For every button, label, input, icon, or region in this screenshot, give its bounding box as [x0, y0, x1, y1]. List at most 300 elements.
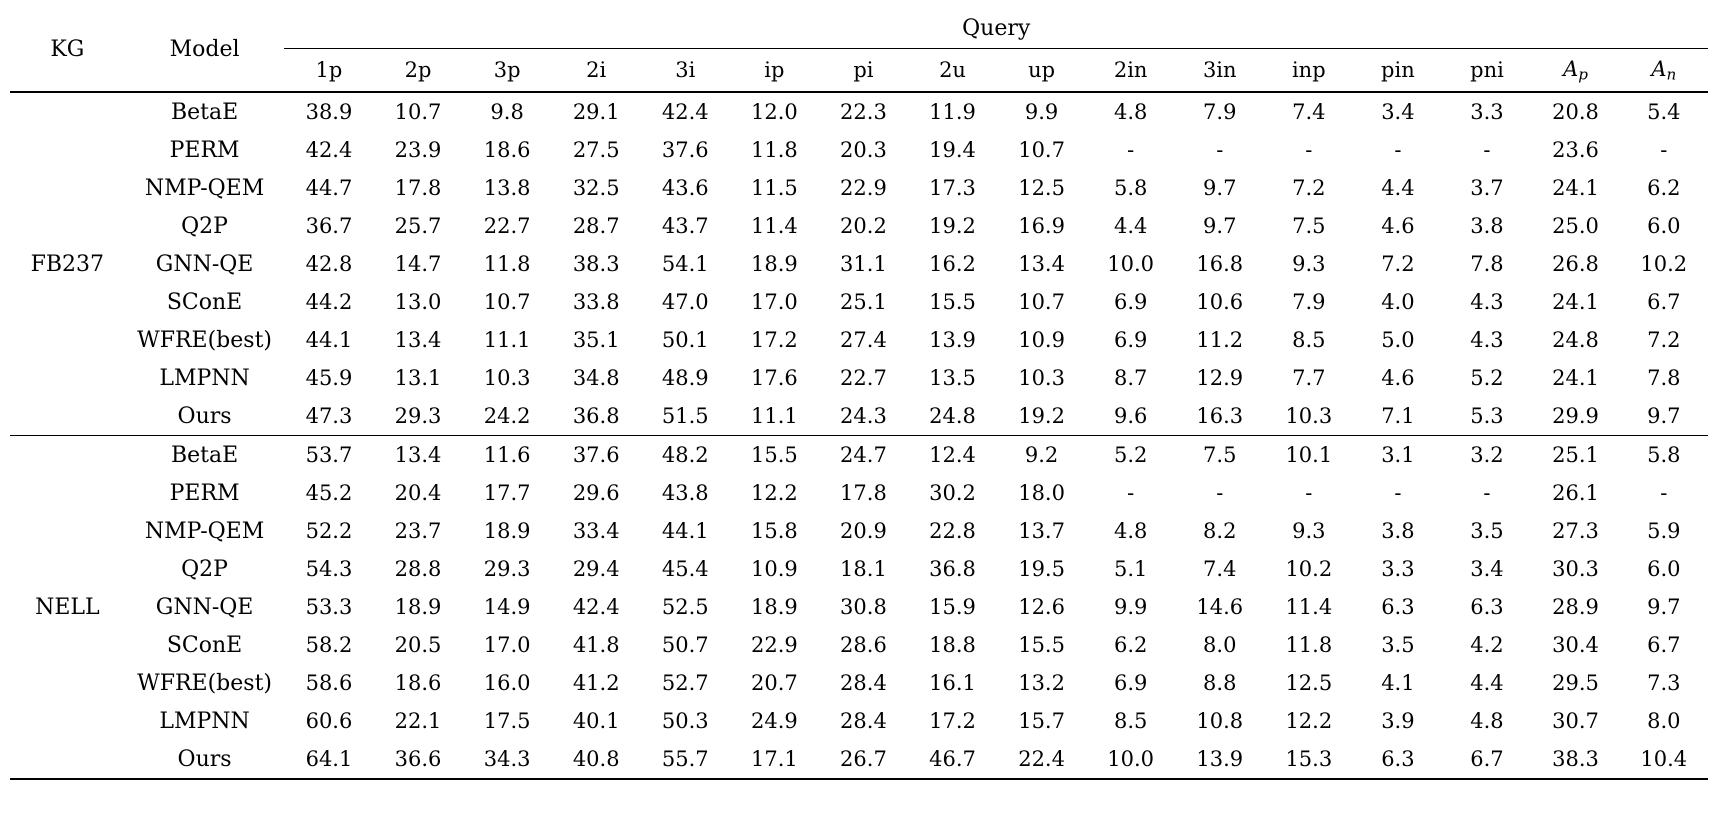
metric-value: 12.2 [1285, 709, 1333, 733]
metric-value: 26.1 [1552, 481, 1599, 505]
header-col-pni: pni [1470, 58, 1504, 82]
metric-value: 19.2 [929, 214, 976, 238]
metric-value: 3.4 [1470, 557, 1504, 581]
metric-value: 12.0 [730, 92, 819, 131]
model-name: Q2P [181, 556, 228, 582]
bottom-rule-cell [10, 779, 1708, 780]
table-row [10, 359, 1708, 397]
metric-value: 6.9 [1113, 671, 1148, 695]
metric-value: 6.7 [1470, 747, 1504, 771]
kg-label-FB237: FB237 [10, 92, 125, 436]
metric-value: 10.8 [1196, 709, 1244, 733]
metric-value: 5.8 [1620, 436, 1708, 475]
metric-value: 43.7 [661, 214, 709, 238]
metric-value: 22.9 [750, 633, 798, 657]
metric-value: 18.9 [394, 595, 442, 619]
header-col-2p: 2p [404, 58, 432, 82]
metric-value: 10.9 [750, 557, 798, 581]
metric-value: 19.2 [1018, 404, 1065, 428]
metric-value: 64.1 [305, 747, 353, 771]
table-row [10, 397, 1708, 436]
metric-value: 33.8 [572, 290, 620, 314]
metric-value: 18.1 [840, 557, 887, 581]
metric-value: 40.8 [572, 747, 620, 771]
metric-value: - [1305, 138, 1313, 162]
metric-value: 47.3 [305, 404, 353, 428]
metric-value: 27.5 [572, 138, 620, 162]
table-row [10, 283, 1708, 321]
metric-value: 10.7 [374, 92, 463, 131]
metric-value: 27.4 [840, 328, 887, 352]
metric-value: 6.3 [1381, 595, 1415, 619]
metric-value: - [1216, 138, 1224, 162]
model-name: PERM [169, 137, 240, 163]
metric-value: 17.5 [483, 709, 531, 733]
results-table-body [10, 8, 1708, 780]
table-row [10, 207, 1708, 245]
metric-value: 5.4 [1620, 92, 1708, 131]
metric-value: 7.8 [1470, 252, 1504, 276]
metric-value: 4.8 [1086, 92, 1175, 131]
metric-value: 13.9 [929, 328, 976, 352]
metric-value: 16.0 [483, 671, 531, 695]
metric-value: 17.3 [929, 176, 976, 200]
metric-value: 18.6 [483, 138, 531, 162]
metric-value: 28.9 [1552, 595, 1599, 619]
metric-value: 29.4 [572, 557, 620, 581]
metric-value: 15.5 [1018, 633, 1065, 657]
metric-value: 4.0 [1381, 290, 1415, 314]
metric-value: 9.2 [997, 436, 1086, 475]
metric-value: 58.2 [305, 633, 353, 657]
metric-value: 10.7 [1018, 290, 1065, 314]
metric-value: 4.4 [1381, 176, 1415, 200]
metric-value: 20.9 [840, 519, 887, 543]
model-name: WFRE(best) [137, 670, 272, 696]
metric-value: 8.7 [1113, 366, 1148, 390]
metric-value: 52.2 [305, 519, 353, 543]
metric-value: 7.8 [1647, 366, 1681, 390]
metric-value: - [1394, 138, 1402, 162]
metric-value: 11.8 [750, 138, 798, 162]
metric-value: 8.0 [1647, 709, 1681, 733]
metric-value: 7.2 [1381, 252, 1415, 276]
metric-value: 6.2 [1113, 633, 1148, 657]
metric-value: 7.4 [1264, 92, 1353, 131]
metric-value: 16.1 [929, 671, 976, 695]
metric-value: 36.8 [929, 557, 976, 581]
metric-value: 29.1 [552, 92, 641, 131]
metric-value: - [1127, 138, 1135, 162]
metric-value: 9.7 [1203, 214, 1237, 238]
metric-value: 24.8 [1552, 328, 1599, 352]
metric-value: 9.9 [997, 92, 1086, 131]
header-col-2in: 2in [1113, 58, 1148, 82]
table-row [10, 436, 1708, 475]
metric-value: 12.5 [1285, 671, 1333, 695]
table-row [10, 626, 1708, 664]
metric-value: 34.3 [483, 747, 531, 771]
metric-value: 10.2 [1640, 252, 1688, 276]
metric-value: 26.8 [1552, 252, 1599, 276]
table-row [10, 664, 1708, 702]
metric-value: 7.9 [1175, 92, 1264, 131]
metric-value: 26.7 [840, 747, 887, 771]
metric-value: 20.8 [1532, 92, 1620, 131]
metric-value: 29.9 [1552, 404, 1599, 428]
metric-value: 45.9 [305, 366, 353, 390]
metric-value: 3.9 [1381, 709, 1415, 733]
metric-value: 19.5 [1018, 557, 1065, 581]
metric-value: 38.3 [572, 252, 620, 276]
table-row [10, 92, 1708, 131]
metric-value: 34.8 [572, 366, 620, 390]
header-col-inp: inp [1291, 58, 1326, 82]
header-col-3i: 3i [675, 58, 696, 82]
header-col-2u: 2u [939, 58, 966, 82]
metric-value: 28.4 [840, 671, 887, 695]
metric-value: 13.1 [394, 366, 442, 390]
metric-value: 3.3 [1381, 557, 1415, 581]
model-name: SConE [166, 632, 243, 658]
metric-value: 13.9 [1196, 747, 1244, 771]
metric-value: 16.9 [1018, 214, 1065, 238]
metric-value: 50.1 [661, 328, 709, 352]
metric-value: 42.4 [641, 92, 730, 131]
metric-value: 6.3 [1470, 595, 1504, 619]
header-col-3in: 3in [1202, 58, 1237, 82]
metric-value: 45.4 [661, 557, 709, 581]
metric-value: 4.6 [1381, 214, 1415, 238]
metric-value: 3.2 [1442, 436, 1531, 475]
model-name: GNN-QE [155, 594, 254, 620]
metric-value: 43.6 [661, 176, 709, 200]
metric-value: - [1483, 138, 1491, 162]
metric-value: 11.4 [750, 214, 798, 238]
metric-value: 54.3 [305, 557, 353, 581]
metric-value: 17.2 [750, 328, 798, 352]
metric-value: 17.8 [840, 481, 887, 505]
metric-value: 10.0 [1107, 747, 1155, 771]
metric-value: 17.7 [483, 481, 531, 505]
metric-value: 48.2 [641, 436, 730, 475]
metric-value: 44.2 [305, 290, 353, 314]
metric-value: 16.8 [1196, 252, 1244, 276]
metric-value: 10.7 [483, 290, 531, 314]
metric-value: 13.4 [394, 328, 442, 352]
header-col-avg-positive: $A_p$ [1563, 56, 1588, 84]
metric-value: 22.8 [929, 519, 976, 543]
metric-value: 20.2 [840, 214, 887, 238]
metric-value: 7.4 [1203, 557, 1237, 581]
header-col-pi: pi [853, 58, 874, 82]
table-row [10, 550, 1708, 588]
table-row [10, 740, 1708, 779]
metric-value: 15.5 [929, 290, 976, 314]
metric-value: 20.7 [750, 671, 798, 695]
metric-value: 42.4 [572, 595, 620, 619]
metric-value: 5.8 [1113, 176, 1148, 200]
metric-value: 9.8 [463, 92, 552, 131]
metric-value: 18.0 [1018, 481, 1065, 505]
metric-value: 24.1 [1552, 366, 1599, 390]
results-table [10, 8, 1708, 780]
metric-value: 28.6 [840, 633, 887, 657]
metric-value: 3.7 [1470, 176, 1504, 200]
metric-value: 20.4 [394, 481, 442, 505]
model-name: BetaE [125, 92, 285, 131]
metric-value: 28.8 [394, 557, 442, 581]
metric-value: 24.9 [750, 709, 798, 733]
model-name: SConE [166, 289, 243, 315]
metric-value: 29.5 [1552, 671, 1599, 695]
metric-value: 6.2 [1647, 176, 1681, 200]
metric-value: - [1660, 138, 1668, 162]
metric-value: 9.9 [1113, 595, 1148, 619]
metric-value: 4.4 [1470, 671, 1504, 695]
metric-value: 44.7 [305, 176, 353, 200]
metric-value: 36.6 [394, 747, 442, 771]
metric-value: 7.5 [1292, 214, 1326, 238]
metric-value: 6.0 [1647, 214, 1681, 238]
metric-value: 14.9 [483, 595, 531, 619]
metric-value: 24.1 [1552, 290, 1599, 314]
metric-value: 16.2 [929, 252, 976, 276]
metric-value: 22.4 [1018, 747, 1065, 771]
metric-value: 41.2 [572, 671, 620, 695]
metric-value: 7.2 [1647, 328, 1681, 352]
metric-value: 8.0 [1203, 633, 1237, 657]
metric-value: 5.9 [1647, 519, 1681, 543]
metric-value: 11.9 [908, 92, 997, 131]
metric-value: 13.0 [394, 290, 442, 314]
metric-value: - [1216, 481, 1224, 505]
metric-value: 38.9 [284, 92, 373, 131]
metric-value: 10.3 [483, 366, 531, 390]
metric-value: 4.4 [1113, 214, 1148, 238]
metric-value: 6.3 [1381, 747, 1415, 771]
metric-value: 47.0 [661, 290, 709, 314]
metric-value: 15.7 [1018, 709, 1065, 733]
metric-value: 4.1 [1381, 671, 1415, 695]
metric-value: 50.7 [661, 633, 709, 657]
metric-value: 23.6 [1552, 138, 1599, 162]
metric-value: 6.9 [1113, 290, 1148, 314]
metric-value: 10.3 [1018, 366, 1065, 390]
metric-value: 20.3 [840, 138, 887, 162]
metric-value: 9.7 [1203, 176, 1237, 200]
header-col-up: up [1028, 58, 1056, 82]
metric-value: 10.6 [1196, 290, 1244, 314]
metric-value: 22.7 [840, 366, 887, 390]
metric-value: 52.5 [661, 595, 709, 619]
metric-value: 7.9 [1292, 290, 1326, 314]
metric-value: 4.2 [1470, 633, 1504, 657]
metric-value: 9.7 [1647, 595, 1681, 619]
metric-value: 30.7 [1552, 709, 1599, 733]
metric-value: 16.3 [1196, 404, 1244, 428]
metric-value: 4.8 [1470, 709, 1504, 733]
model-name: GNN-QE [155, 251, 254, 277]
metric-value: 5.2 [1086, 436, 1175, 475]
metric-value: 50.3 [661, 709, 709, 733]
metric-value: 11.5 [750, 176, 798, 200]
metric-value: 5.3 [1470, 404, 1504, 428]
metric-value: 4.6 [1381, 366, 1415, 390]
metric-value: 36.8 [572, 404, 620, 428]
metric-value: 33.4 [572, 519, 620, 543]
model-name: WFRE(best) [137, 327, 272, 353]
metric-value: 15.8 [750, 519, 798, 543]
model-name: Ours [177, 403, 232, 429]
metric-value: 7.5 [1175, 436, 1264, 475]
metric-value: 53.3 [305, 595, 353, 619]
table-row [10, 131, 1708, 169]
metric-value: 30.8 [840, 595, 887, 619]
metric-value: 13.7 [1018, 519, 1065, 543]
metric-value: 18.9 [750, 252, 798, 276]
metric-value: 12.5 [1018, 176, 1065, 200]
metric-value: 12.2 [750, 481, 798, 505]
metric-value: 22.1 [394, 709, 442, 733]
header-col-pin: pin [1381, 58, 1415, 82]
table-bottom-rule [10, 779, 1708, 780]
metric-value: 6.9 [1113, 328, 1148, 352]
model-name: BetaE [125, 436, 285, 475]
metric-value: 12.4 [908, 436, 997, 475]
metric-value: - [1394, 481, 1402, 505]
metric-value: 60.6 [305, 709, 353, 733]
metric-value: 7.7 [1292, 366, 1326, 390]
metric-value: 29.3 [394, 404, 442, 428]
metric-value: 42.8 [305, 252, 353, 276]
header-col-avg-negative: $A_n$ [1651, 56, 1677, 84]
metric-value: 27.3 [1552, 519, 1599, 543]
metric-value: 5.2 [1470, 366, 1504, 390]
metric-value: - [1660, 481, 1668, 505]
header-model: Model [169, 37, 240, 62]
metric-value: 17.0 [750, 290, 798, 314]
header-col-1p: 1p [315, 58, 343, 82]
metric-value: 18.8 [929, 633, 976, 657]
metric-value: 8.8 [1203, 671, 1237, 695]
metric-value: 25.1 [1532, 436, 1620, 475]
metric-value: 20.5 [394, 633, 442, 657]
metric-value: 11.8 [1285, 633, 1333, 657]
model-name: Q2P [181, 213, 228, 239]
metric-value: 19.4 [929, 138, 976, 162]
metric-value: 13.4 [1018, 252, 1065, 276]
metric-value: 36.7 [305, 214, 353, 238]
kg-label-NELL: NELL [10, 436, 125, 780]
metric-value: 6.0 [1647, 557, 1681, 581]
metric-value: 32.5 [572, 176, 620, 200]
metric-value: 11.6 [463, 436, 552, 475]
metric-value: 44.1 [305, 328, 353, 352]
metric-value: 12.9 [1196, 366, 1244, 390]
metric-value: 6.7 [1647, 633, 1681, 657]
metric-value: 3.5 [1470, 519, 1504, 543]
header-query-group: Query [284, 8, 1708, 49]
metric-value: 30.2 [929, 481, 976, 505]
metric-value: 22.9 [840, 176, 887, 200]
table-row [10, 321, 1708, 359]
metric-value: 45.2 [305, 481, 353, 505]
metric-value: 25.7 [394, 214, 442, 238]
metric-value: 3.3 [1442, 92, 1531, 131]
header-row-group [10, 8, 1708, 49]
metric-value: 17.2 [929, 709, 976, 733]
metric-value: 6.7 [1647, 290, 1681, 314]
metric-value: 17.8 [394, 176, 442, 200]
metric-value: 10.3 [1285, 404, 1333, 428]
header-kg: KG [50, 37, 85, 62]
metric-value: 5.1 [1113, 557, 1148, 581]
metric-value: 13.5 [929, 366, 976, 390]
metric-value: 41.8 [572, 633, 620, 657]
metric-value: 7.2 [1292, 176, 1326, 200]
metric-value: 12.6 [1018, 595, 1065, 619]
metric-value: 37.6 [552, 436, 641, 475]
metric-value: 51.5 [661, 404, 709, 428]
metric-value: 17.0 [483, 633, 531, 657]
metric-value: 9.3 [1292, 519, 1326, 543]
metric-value: 23.7 [394, 519, 442, 543]
metric-value: 15.5 [730, 436, 819, 475]
metric-value: 42.4 [305, 138, 353, 162]
metric-value: 13.8 [483, 176, 531, 200]
metric-value: 18.9 [750, 595, 798, 619]
metric-value: 11.4 [1285, 595, 1333, 619]
metric-value: 44.1 [661, 519, 709, 543]
header-col-ip: ip [764, 58, 785, 82]
header-col-2i: 2i [586, 58, 607, 82]
metric-value: 43.8 [661, 481, 709, 505]
metric-value: 40.1 [572, 709, 620, 733]
metric-value: 28.4 [840, 709, 887, 733]
metric-value: 9.3 [1292, 252, 1326, 276]
metric-value: 24.7 [819, 436, 908, 475]
metric-value: 10.9 [1018, 328, 1065, 352]
metric-value: 37.6 [661, 138, 709, 162]
metric-value: 17.6 [750, 366, 798, 390]
metric-value: 29.3 [483, 557, 531, 581]
metric-value: 35.1 [572, 328, 620, 352]
metric-value: 8.5 [1292, 328, 1326, 352]
metric-value: 25.0 [1552, 214, 1599, 238]
metric-value: 13.2 [1018, 671, 1065, 695]
metric-value: 11.2 [1196, 328, 1244, 352]
metric-value: 14.6 [1196, 595, 1244, 619]
metric-value: 13.4 [374, 436, 463, 475]
metric-value: 55.7 [661, 747, 709, 771]
metric-value: - [1127, 481, 1135, 505]
metric-value: 11.1 [750, 404, 798, 428]
metric-value: 28.7 [572, 214, 620, 238]
metric-value: 4.3 [1470, 328, 1504, 352]
metric-value: 52.7 [661, 671, 709, 695]
metric-value: 31.1 [840, 252, 887, 276]
metric-value: 7.3 [1647, 671, 1681, 695]
metric-value: 25.1 [840, 290, 887, 314]
metric-value: 3.8 [1381, 519, 1415, 543]
model-name: PERM [169, 480, 240, 506]
metric-value: 18.6 [394, 671, 442, 695]
metric-value: 22.7 [483, 214, 531, 238]
metric-value: 29.6 [572, 481, 620, 505]
metric-value: 3.4 [1353, 92, 1442, 131]
metric-value: 8.5 [1113, 709, 1148, 733]
